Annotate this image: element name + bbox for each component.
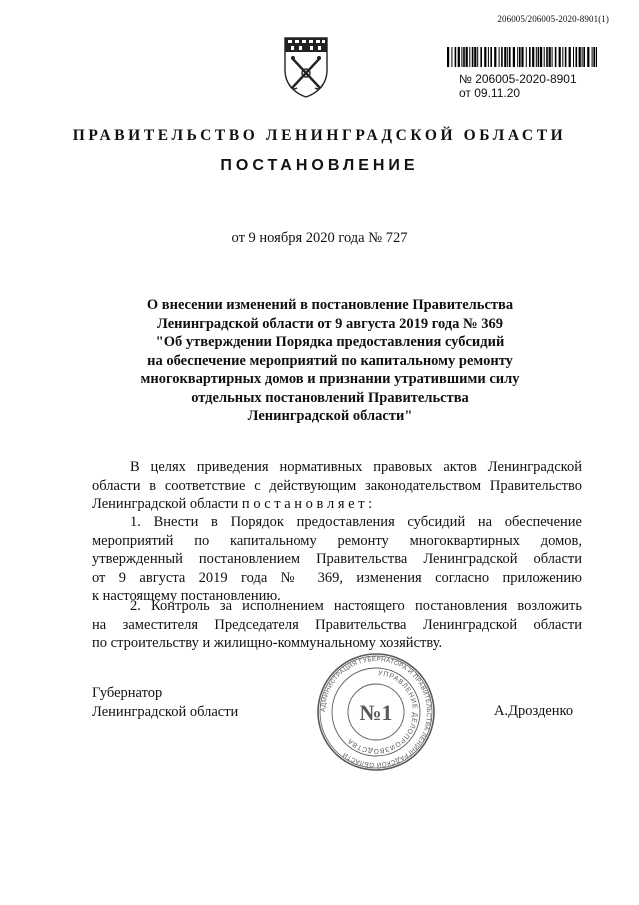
document-reference-number: 206005/206005-2020-8901(1) <box>497 14 609 24</box>
paragraph-line: по строительству и жилищно-коммунальному хозяйству. <box>92 635 443 651</box>
signatory-role-line: Губернатор <box>92 685 163 701</box>
paragraph-line: утвержденный постановлением Правительства Ленинградской области <box>92 551 582 567</box>
subject-line: Ленинградской области от 9 августа 2019 года № 369 <box>157 315 503 332</box>
paragraph-line: на заместителя Председателя Правительства Ленинградской области <box>92 616 582 633</box>
document-date-line: от 9 ноября 2020 года № 727 <box>231 230 408 246</box>
subject-line: "Об утверждении Порядка предоставления субсидий <box>155 334 505 350</box>
subject-line: многоквартирных домов и признании утратившими силу <box>140 371 520 387</box>
signatory-role <box>92 684 238 722</box>
paragraph-line: к настоящему постановлению. <box>92 588 281 604</box>
clause-2-paragraph <box>92 597 582 653</box>
stamp-outer-text: АДМИНИСТРАЦИЯ ГУБЕРНАТОРА И ПРАВИТЕЛЬСТВА ЛЕНИНГРАДСКОЙ ОБЛАСТИ <box>319 655 433 769</box>
paragraph-line: Ленинградской области п о с т а н о в л я е т : <box>92 496 373 512</box>
barcode-icon <box>447 47 597 67</box>
signatory-name: А.Дрозденко <box>494 703 574 719</box>
official-stamp <box>316 652 436 772</box>
paragraph-line: 1. Внести в Порядок предоставления субсидий на обеспечение <box>130 514 582 530</box>
registration-date: от 09.11.20 <box>459 86 521 100</box>
subject-line: О внесении изменений в постановление Правительства <box>146 297 514 313</box>
subject-line: на обеспечение мероприятий по капитальному ремонту <box>147 352 513 369</box>
document-subject <box>80 296 580 426</box>
subject-line: отдельных постановлений Правительства <box>191 389 469 406</box>
clause-1-paragraph <box>92 513 582 606</box>
paragraph-line: мероприятий по капитальному ремонту многоквартирных домов, <box>92 532 582 549</box>
signatory-role-line: Ленинградской области <box>92 704 239 720</box>
stamp-inner-text: УПРАВЛЕНИЕ ДЕЛОПРОИЗВОДСТВА <box>346 669 419 755</box>
paragraph-line: области в соответствие с действующим законодательством Правительство <box>92 477 582 494</box>
paragraph-line: 2. Контроль за исполнением настоящего постановления возложить <box>130 598 582 614</box>
leningrad-oblast-coat-of-arms-icon <box>283 36 329 98</box>
stamp-number: №1 <box>359 700 393 725</box>
government-title: ПРАВИТЕЛЬСТВО ЛЕНИНГРАДСКОЙ ОБЛАСТИ <box>72 127 567 144</box>
paragraph-line: от 9 августа 2019 года № 369, изменения согласно приложению <box>92 569 582 586</box>
document-type-heading: ПОСТАНОВЛЕНИЕ <box>220 157 419 174</box>
preamble-paragraph <box>92 458 582 514</box>
subject-line: Ленинградской области" <box>247 408 413 424</box>
paragraph-line: В целях приведения нормативных правовых актов Ленинградской <box>130 459 582 475</box>
registration-number: № 206005-2020-8901 <box>459 72 577 86</box>
